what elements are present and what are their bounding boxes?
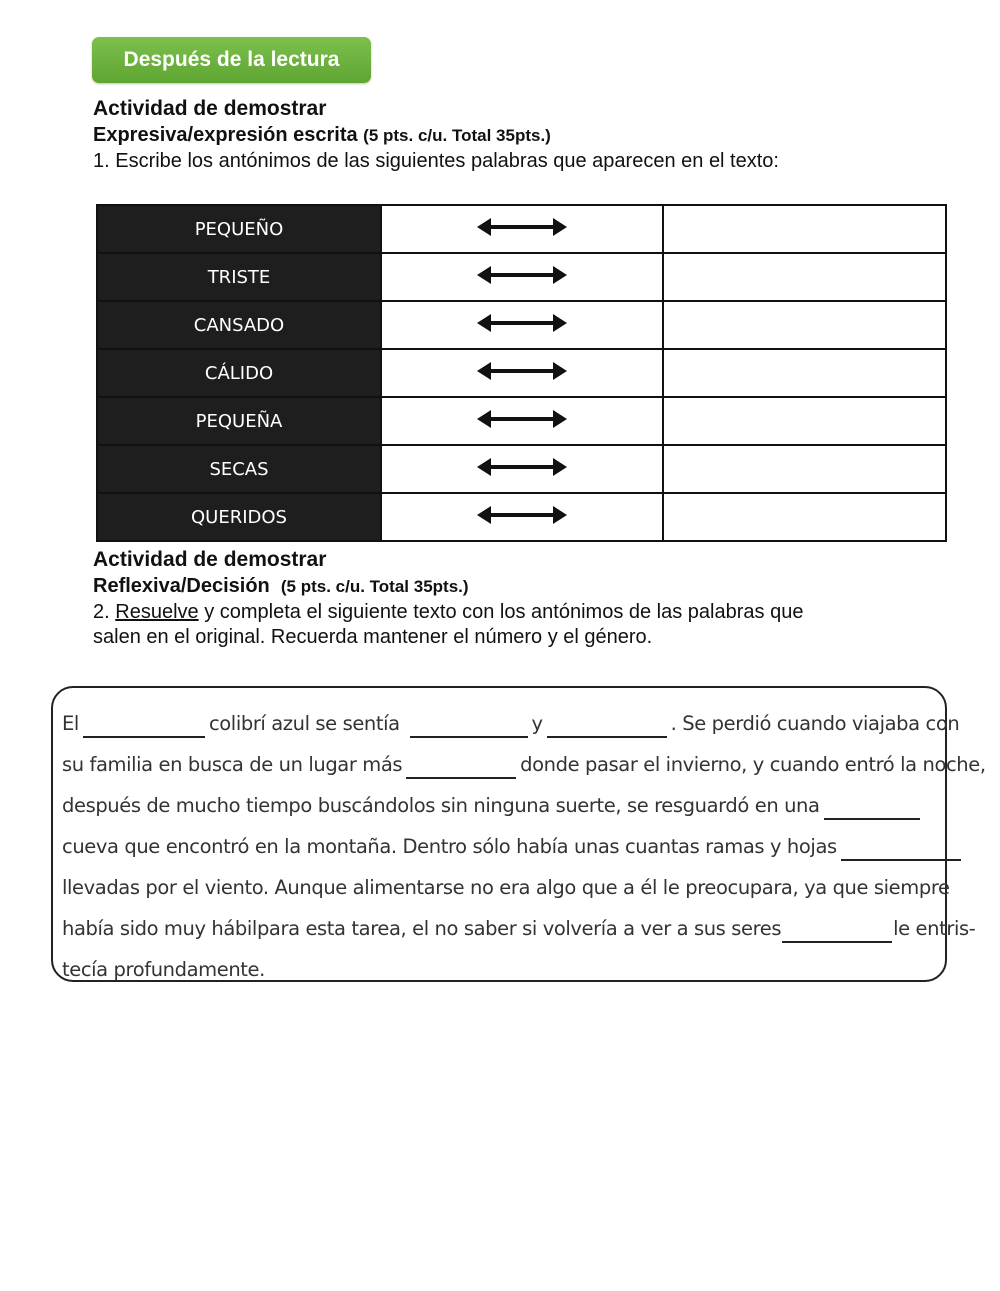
antonym-answer-cell[interactable] (663, 349, 946, 397)
antonym-answer-cell[interactable] (663, 253, 946, 301)
double-arrow-icon (475, 312, 569, 339)
section-1-points: (5 pts. c/u. Total 35pts.) (363, 126, 551, 145)
blank-5-input[interactable] (824, 798, 920, 820)
antonym-row (97, 397, 946, 445)
arrow-cell (381, 301, 663, 349)
antonym-answer-cell[interactable] (663, 493, 946, 541)
antonym-row (97, 349, 946, 397)
blank-7-input[interactable] (782, 921, 892, 943)
double-arrow-icon (475, 408, 569, 435)
blank-6-input[interactable] (841, 839, 961, 861)
instruction-underlined-word: Resuelve (115, 601, 199, 623)
blank-4-input[interactable] (406, 757, 516, 779)
double-arrow-icon (475, 264, 569, 291)
section-2-heading: Actividad de demostrar (93, 548, 327, 571)
blank-2-input[interactable] (410, 716, 528, 738)
section-1-heading: Actividad de demostrar (93, 97, 327, 120)
antonym-source-word: CANSADO (97, 301, 381, 349)
antonym-row (97, 445, 946, 493)
section-1-instruction: 1. Escribe los antónimos de las siguientes palabras que aparecen en el texto: (93, 150, 779, 172)
antonym-row (97, 205, 946, 253)
section-2-instruction: 2. Resuelve y completa el siguiente texto con los antónimos de las palabras que (93, 601, 804, 623)
story-line-1: El colibrí azul se sentía y . Se perdió cuando viajaba con (62, 703, 932, 744)
section-2-header (93, 547, 953, 650)
blank-3-input[interactable] (547, 716, 667, 738)
story-line-6: había sido muy hábilpara esta tarea, el no saber si volvería a ver a sus seres le entris- (62, 908, 932, 949)
section-2-instruction-line2: salen en el original. Recuerda mantener el número y el género. (93, 626, 653, 648)
antonym-source-word: QUERIDOS (97, 493, 381, 541)
section-1-subheading: Expresiva/expresión escrita (5 pts. c/u. Total 35pts.) (93, 124, 551, 146)
section-1-header (93, 96, 953, 174)
antonym-row (97, 493, 946, 541)
antonym-source-word: CÁLIDO (97, 349, 381, 397)
fill-in-story (62, 703, 986, 990)
blank-1-input[interactable] (83, 716, 205, 738)
story-line-7: tecía profundamente. (62, 958, 265, 981)
double-arrow-icon (475, 216, 569, 243)
antonym-source-word: PEQUEÑO (97, 205, 381, 253)
antonym-answer-cell[interactable] (663, 205, 946, 253)
antonym-answer-cell[interactable] (663, 301, 946, 349)
arrow-cell (381, 253, 663, 301)
section-badge: Después de la lectura (92, 37, 371, 83)
section-2-subheading: Reflexiva/Decisión (5 pts. c/u. Total 35pts.) (93, 575, 469, 597)
section-2-points: (5 pts. c/u. Total 35pts.) (280, 577, 469, 596)
story-line-5: llevadas por el viento. Aunque alimentarse no era algo que a él le preocupara, ya que siempre (62, 876, 950, 899)
arrow-cell (381, 205, 663, 253)
double-arrow-icon (475, 360, 569, 387)
story-line-2: su familia en busca de un lugar más donde pasar el invierno, y cuando entró la noche, (62, 744, 932, 785)
double-arrow-icon (475, 504, 569, 531)
story-line-4: cueva que encontró en la montaña. Dentro sólo había unas cuantas ramas y hojas (62, 826, 932, 867)
antonym-source-word: PEQUEÑA (97, 397, 381, 445)
arrow-cell (381, 349, 663, 397)
antonym-source-word: SECAS (97, 445, 381, 493)
antonym-row (97, 253, 946, 301)
antonym-answer-cell[interactable] (663, 397, 946, 445)
antonym-source-word: TRISTE (97, 253, 381, 301)
antonym-answer-cell[interactable] (663, 445, 946, 493)
story-line-3: después de mucho tiempo buscándolos sin ninguna suerte, se resguardó en una (62, 785, 932, 826)
antonyms-table (96, 204, 947, 542)
antonym-row (97, 301, 946, 349)
arrow-cell (381, 493, 663, 541)
arrow-cell (381, 397, 663, 445)
arrow-cell (381, 445, 663, 493)
double-arrow-icon (475, 456, 569, 483)
